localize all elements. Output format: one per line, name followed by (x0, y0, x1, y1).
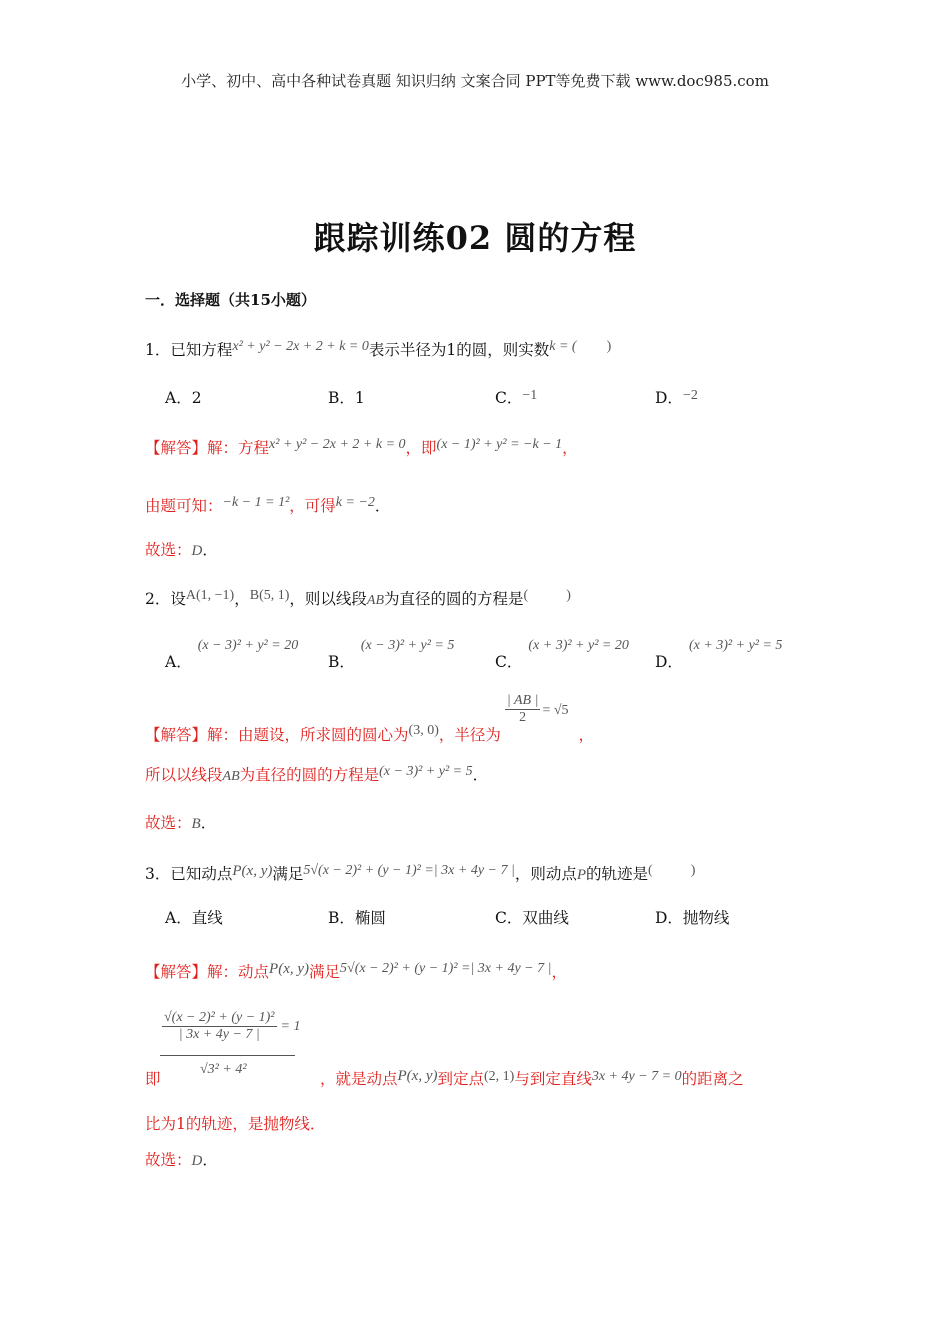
q3-option-a[interactable]: A．直线 (165, 909, 223, 927)
q1-answer: 故选：D． (145, 541, 218, 559)
q1-solution-line-1: 【解答】解：方程x² + y² − 2x + 2 + k = 0，即(x − 1)² + y² = −k − 1， (145, 437, 578, 457)
q3-solution-line-2b: ，就是动点P(x, y)到定点(2, 1)与到定直线3x + 4y − 7 = 0的距离之 (320, 1068, 744, 1088)
question-1-k: k = ( (549, 339, 577, 354)
question-1-paren: ) (606, 339, 612, 354)
q2-option-d[interactable]: D．(x + 3)² + y² = 5 (655, 638, 783, 671)
q2-option-a[interactable]: A．(x − 3)² + y² = 20 (165, 638, 299, 671)
q2-option-b[interactable]: B．(x − 3)² + y² = 5 (328, 638, 455, 671)
fraction-bar (160, 1055, 295, 1056)
q1-option-c[interactable]: C．−1 (495, 388, 538, 407)
q1-option-d[interactable]: D．−2 (655, 388, 698, 407)
q3-option-c[interactable]: C．双曲线 (495, 909, 569, 927)
q1-option-b[interactable]: B．1 (328, 389, 365, 407)
q3-option-b[interactable]: B．椭圆 (328, 909, 386, 927)
q3-option-d[interactable]: D．抛物线 (655, 909, 730, 927)
question-2: 2．设A(1, −1)，B(5, 1)，则以线段AB为直径的圆的方程是( ) (145, 588, 571, 608)
section-heading: 一．选择题（共15小题） (145, 291, 316, 309)
question-1-text: 表示半径为1的圆，则实数 (368, 341, 550, 359)
q3-solution-line-2: 即 (145, 1070, 161, 1088)
question-1-prefix: 1．已知方程 (145, 341, 233, 359)
question-1 (145, 338, 611, 360)
q2-answer: 故选：B． (145, 814, 217, 832)
q3-answer: 故选：D． (145, 1151, 218, 1169)
q3-solution-line-1: 【解答】解：动点P(x, y)满足5√(x − 2)² + (y − 1)² =| 3x + 4y − 7 |， (145, 961, 567, 981)
page-title: 跟踪训练02 圆的方程 (313, 219, 637, 257)
q1-solution-line-2: 由题可知：−k − 1 = 1²，可得k = −2． (145, 495, 391, 515)
q2-option-c[interactable]: C．(x + 3)² + y² = 20 (495, 638, 629, 671)
question-1-equation: x² + y² − 2x + 2 + k = 0 (232, 339, 369, 354)
q2-solution-line-1: 【解答】解：由题设，所求圆的圆心为(3, 0)，半径为 $\frac{| AB |}{2}$ = √5， (145, 693, 595, 744)
page-header: 小学、初中、高中各种试卷真题 知识归纳 文案合同 PPT等免费下载 www.doc985.com (181, 72, 769, 90)
q3-distance-ratio-fraction: $\frac{\text{√(x − 2)² + (y − 1)²}}{| 3x + 4y - 7 |}$ = 1 (164, 1010, 301, 1042)
q3-fraction-denominator: √3² + 4² (200, 1062, 247, 1077)
q2-solution-line-2: 所以以线段AB为直径的圆的方程是(x − 3)² + y² = 5． (145, 764, 489, 784)
question-3: 3．已知动点P(x, y)满足5√(x − 2)² + (y − 1)² =| 3x + 4y − 7 |，则动点P的轨迹是( ) (145, 863, 696, 883)
solution-tag: 【解答】 (145, 439, 208, 457)
radius-fraction: $\frac{| AB |}{2}$ (506, 693, 539, 725)
q1-option-a[interactable]: A．2 (165, 389, 202, 407)
q3-solution-line-3: 比为1的轨迹，是抛物线． (145, 1115, 326, 1133)
